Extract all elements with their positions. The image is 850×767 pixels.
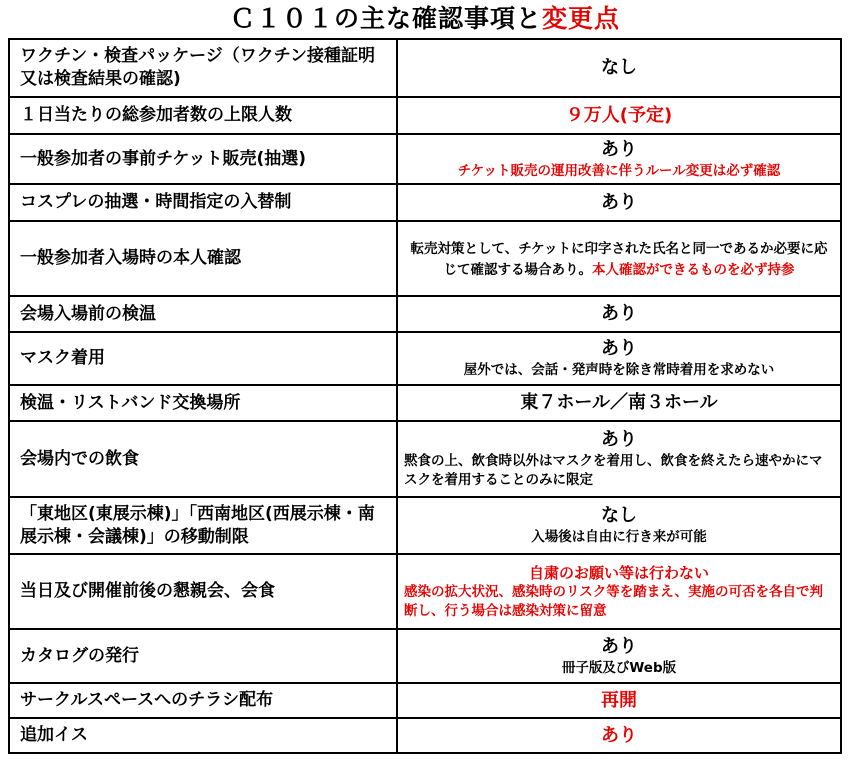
row-value-cell — [397, 385, 841, 421]
row-value: 自粛のお願い等は行わない — [528, 563, 709, 582]
table-row — [9, 683, 841, 718]
row-value: あり — [601, 338, 637, 359]
row-value: あり — [601, 429, 637, 450]
table-row — [9, 39, 841, 97]
row-note: 冊子版及びWeb版 — [561, 659, 677, 676]
table-row — [9, 332, 841, 385]
row-value-cell — [397, 718, 841, 753]
row-value-cell — [397, 296, 841, 332]
table-row — [9, 97, 841, 134]
row-label: 一般参加者の事前チケット販売(抽選) — [9, 134, 397, 184]
row-note: 屋外では、会話・発声時を除き常時着用を求めない — [463, 362, 775, 378]
table-row — [9, 221, 841, 296]
row-value-cell — [397, 421, 841, 497]
row-value-cell — [397, 39, 841, 97]
row-value-cell — [397, 332, 841, 385]
row-value: あり — [601, 635, 637, 657]
info-table — [8, 38, 842, 754]
row-value: あり — [601, 191, 637, 213]
row-value: あり — [601, 303, 637, 324]
row-value-cell — [397, 184, 841, 221]
row-value: 再開 — [601, 689, 637, 711]
table-row — [9, 385, 841, 421]
row-label: ワクチン・検査パッケージ（ワクチン接種証明又は検査結果の確認) — [9, 39, 397, 97]
table-row — [9, 718, 841, 753]
row-note: 黙食の上、飲食時以外はマスクを着用し、飲食を終えたら速やかにマスクを着用することのみに限定 — [404, 453, 823, 488]
row-note: 感染の拡大状況、感染時のリスク等を踏まえ、実施の可否を各自で判断し、行う場合は感染対策に留意 — [404, 583, 824, 619]
row-label: 当日及び開催前後の懇親会、会食 — [9, 554, 397, 629]
table-row — [9, 184, 841, 221]
row-value-cell — [397, 221, 841, 296]
row-note-highlight: 本人確認ができるものを必ず持参 — [592, 261, 795, 278]
table-row — [9, 629, 841, 683]
table-row — [9, 554, 841, 629]
row-value: あり — [601, 138, 637, 160]
row-value-cell — [397, 554, 841, 629]
row-label: 会場入場前の検温 — [9, 296, 397, 332]
title-highlight: 変更点 — [542, 4, 621, 33]
row-label: １日当たりの総参加者数の上限人数 — [9, 97, 397, 134]
row-value: ９万人(予定) — [565, 104, 673, 126]
row-value-cell — [397, 683, 841, 718]
row-note: チケット販売の運用改善に伴うルール変更は必ず確認 — [457, 162, 781, 179]
row-value: あり — [601, 724, 637, 746]
table-row — [9, 421, 841, 497]
row-value-cell — [397, 629, 841, 683]
row-label: サークルスペースへのチラシ配布 — [9, 683, 397, 718]
row-label: マスク着用 — [9, 332, 397, 385]
title-main: Ｃ１０１の主な確認事項と — [229, 4, 542, 33]
row-value-cell — [397, 134, 841, 184]
row-label: 「東地区(東展示棟)」「西南地区(西展示棟・南展示棟・会議棟)」の移動制限 — [9, 497, 397, 554]
row-note: 入場後は自由に行き来が可能 — [531, 529, 707, 545]
row-value: 東７ホール／南３ホール — [520, 392, 718, 413]
table-row — [9, 296, 841, 332]
table-row — [9, 134, 841, 184]
row-label: 一般参加者入場時の本人確認 — [9, 221, 397, 296]
row-label: カタログの発行 — [9, 629, 397, 683]
row-label: コスプレの抽選・時間指定の入替制 — [9, 184, 397, 221]
page-title — [0, 2, 850, 36]
row-value: なし — [601, 505, 637, 526]
row-note: 転売対策として、チケットに印字された氏名と同一であるか必要に応じて確認する場合あり。 — [410, 240, 828, 278]
row-value-cell — [397, 497, 841, 554]
row-value: なし — [601, 57, 637, 78]
table-row — [9, 497, 841, 554]
row-label: 追加イス — [9, 718, 397, 753]
row-label: 会場内での飲食 — [9, 421, 397, 497]
row-value-cell — [397, 97, 841, 134]
row-label: 検温・リストバンド交換場所 — [9, 385, 397, 421]
